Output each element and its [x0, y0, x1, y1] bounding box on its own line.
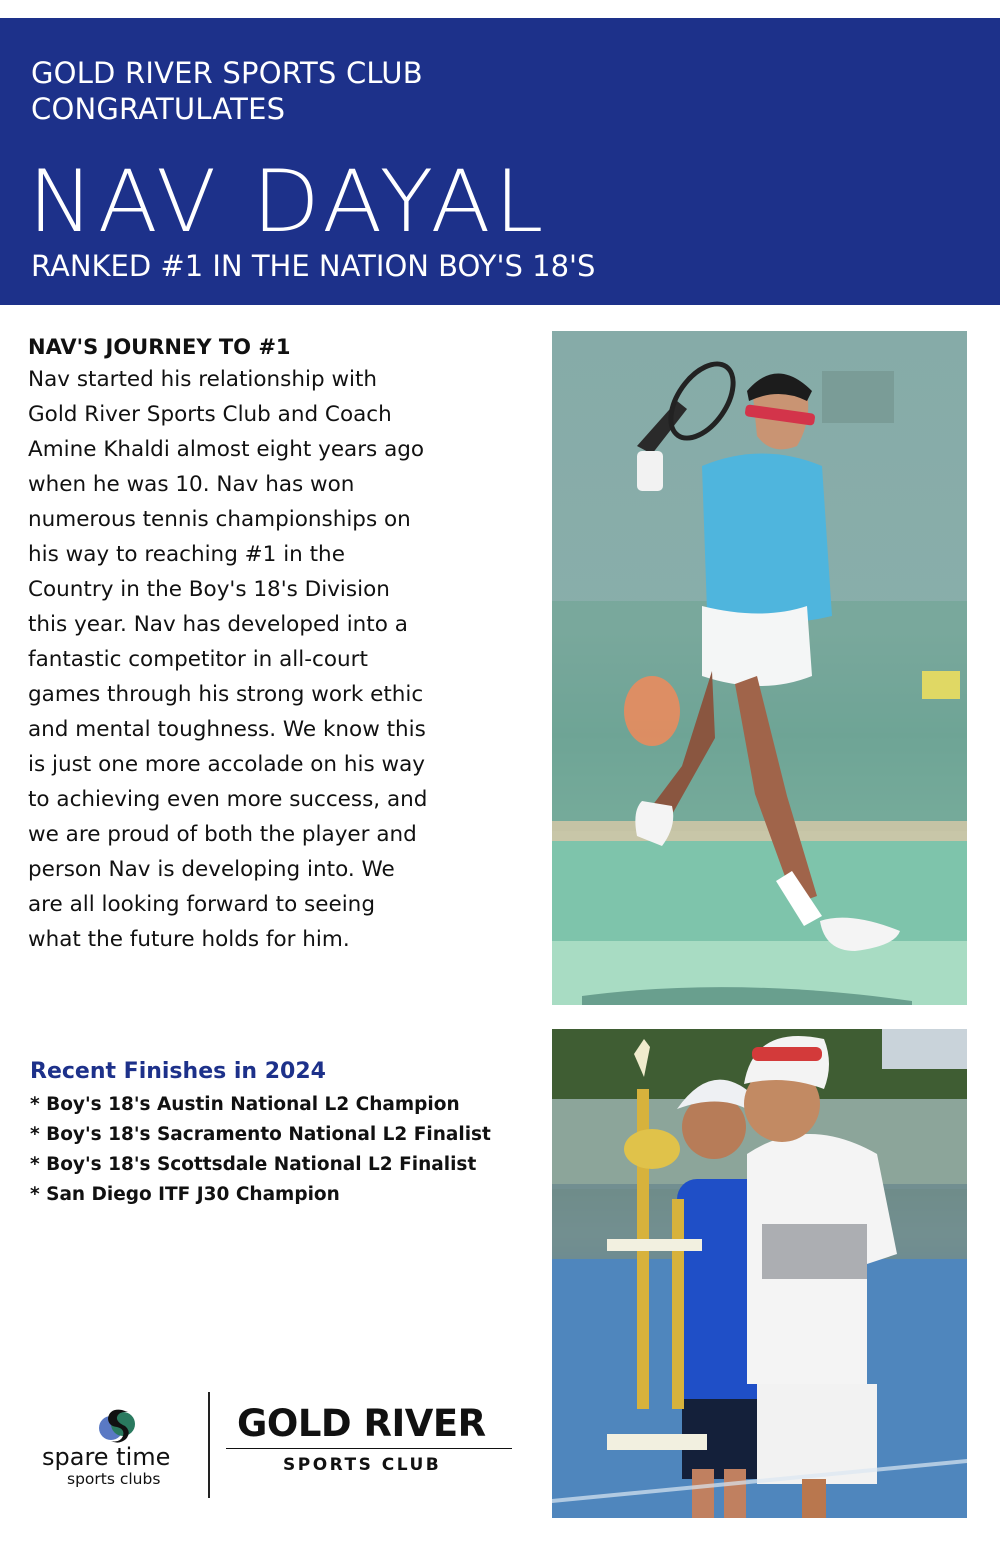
- coach-leg: [802, 1479, 826, 1518]
- wristband: [637, 451, 663, 491]
- recent-finishes-title: Recent Finishes in 2024: [30, 1059, 326, 1084]
- journey-line: fantastic competitor in all-court: [28, 647, 368, 672]
- trophy-bottom: [607, 1434, 707, 1450]
- club-congratulates: [31, 55, 423, 127]
- journey-body: [28, 362, 538, 957]
- racket-handle: [637, 401, 687, 454]
- gold-river-logo-rule: [226, 1448, 512, 1449]
- logo-divider: [208, 1392, 210, 1498]
- gold-river-logo-name: GOLD RIVER: [237, 1402, 486, 1445]
- vent: [822, 371, 894, 423]
- sunglasses: [752, 1047, 822, 1061]
- journey-line: Nav started his relationship with: [28, 367, 378, 392]
- boy-leg: [692, 1469, 714, 1518]
- journey-line: to achieving even more success, and: [28, 787, 428, 812]
- journey-line: this year. Nav has developed into a: [28, 612, 408, 637]
- journey-line: his way to reaching #1 in the: [28, 542, 345, 567]
- gold-river-logo-subtitle: SPORTS CLUB: [283, 1455, 442, 1475]
- journey-line: person Nav is developing into. We: [28, 857, 395, 882]
- journey-line: is just one more accolade on his way: [28, 752, 426, 777]
- congratulates-line: CONGRATULATES: [31, 92, 286, 126]
- finish-item: * Boy's 18's Sacramento National L2 Finalist: [30, 1124, 491, 1145]
- journey-title: NAV'S JOURNEY TO #1: [28, 335, 291, 359]
- journey-section: [28, 332, 538, 957]
- trophy-photo-illustration: [552, 1029, 967, 1518]
- journey-line: when he was 10. Nav has won: [28, 472, 355, 497]
- trophy-base: [607, 1239, 702, 1251]
- spare-time-name: spare time: [42, 1443, 171, 1471]
- journey-line: Amine Khaldi almost eight years ago: [28, 437, 425, 462]
- spare-time-logo-icon: [97, 1406, 137, 1446]
- header-banner: [0, 18, 1000, 305]
- blue-shirt: [702, 454, 832, 623]
- journey-line: numerous tennis championships on: [28, 507, 411, 532]
- white-shorts: [702, 606, 812, 686]
- boy-leg: [724, 1469, 746, 1518]
- recent-finishes-list: [30, 1090, 540, 1210]
- coach-shorts: [757, 1384, 877, 1484]
- journey-line: we are proud of both the player and: [28, 822, 417, 847]
- player-name: NAV DAYAL: [28, 152, 548, 252]
- court-line: [552, 821, 967, 841]
- sign: [922, 671, 960, 699]
- racket-frame: [658, 353, 745, 449]
- journey-line: Gold River Sports Club and Coach: [28, 402, 392, 427]
- coach-shirt-stripe: [762, 1224, 867, 1279]
- trophy-column: [672, 1199, 684, 1409]
- finish-item: * Boy's 18's Scottsdale National L2 Finalist: [30, 1154, 477, 1175]
- recent-finishes-section: [30, 1056, 540, 1210]
- journey-line: games through his strong work ethic: [28, 682, 424, 707]
- ranking-subtitle: RANKED #1 IN THE NATION BOY'S 18'S: [31, 249, 596, 283]
- journey-line: Country in the Boy's 18's Division: [28, 577, 390, 602]
- sky: [882, 1029, 967, 1069]
- trophy-cup: [624, 1129, 680, 1169]
- club-name-line: GOLD RIVER SPORTS CLUB: [31, 56, 423, 90]
- action-photo-illustration: [552, 331, 967, 1005]
- finish-item: * San Diego ITF J30 Champion: [30, 1184, 340, 1205]
- journey-line: what the future holds for him.: [28, 927, 350, 952]
- spare-time-subtitle: sports clubs: [67, 1470, 161, 1488]
- journey-line: are all looking forward to seeing: [28, 892, 375, 917]
- journey-line: and mental toughness. We know this: [28, 717, 426, 742]
- action-photo: [552, 331, 967, 1005]
- spectator: [624, 676, 680, 746]
- logos-footer: [40, 1392, 520, 1502]
- finish-item: * Boy's 18's Austin National L2 Champion: [30, 1094, 460, 1115]
- trophy-photo: [552, 1029, 967, 1518]
